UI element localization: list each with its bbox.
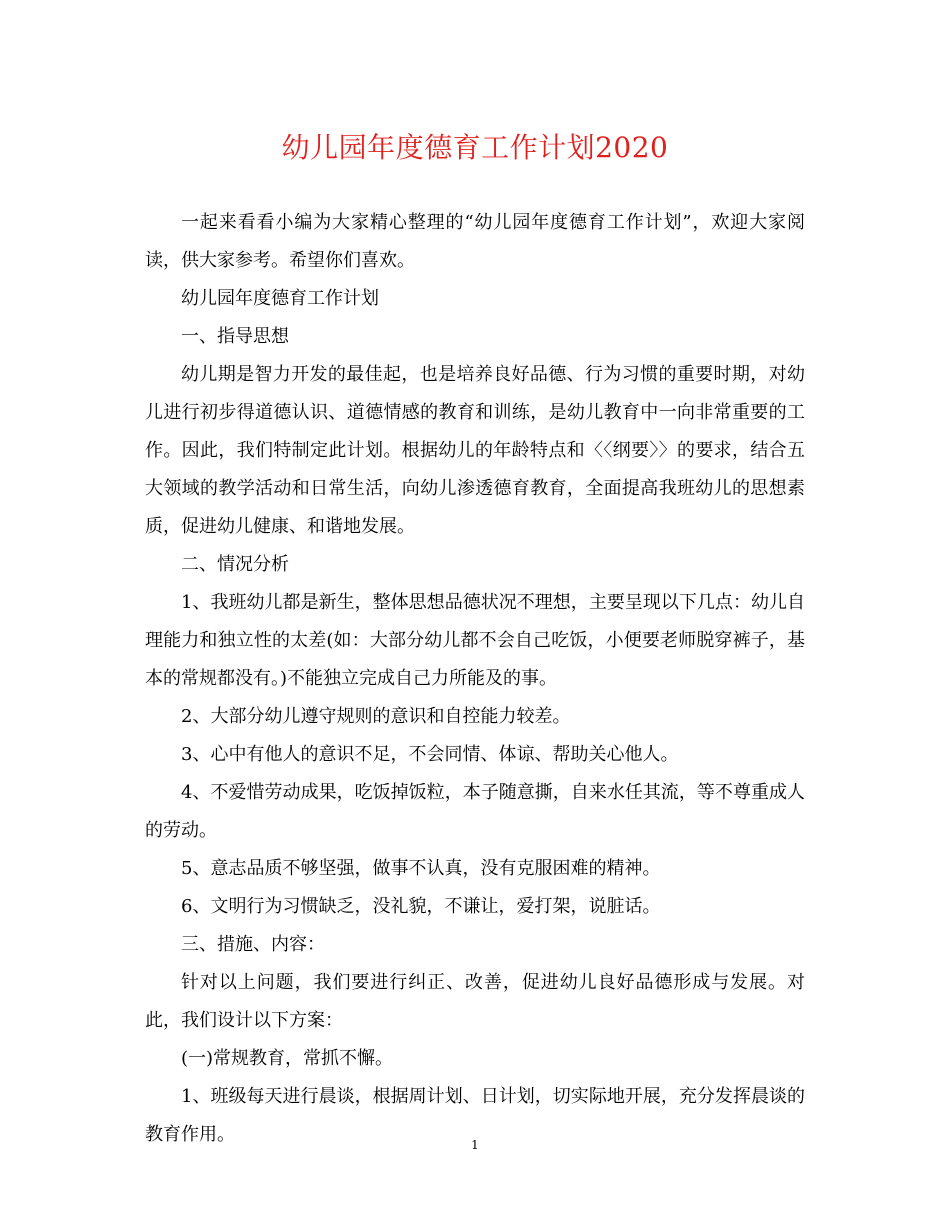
list-item-analysis-6: 6、文明行为习惯缺乏，没礼貌，不谦让，爱打架，说脏话。 [181,896,661,917]
document-title: 幼儿园年度德育工作计划2020 [281,131,669,164]
subsection-heading-routine-education: (一)常规教育，常抓不懈。 [181,1048,394,1069]
list-item-analysis-2: 2、大部分幼儿遵守规则的意识和自控能力较差。 [181,706,571,727]
section-heading-situation-analysis: 二、情况分析 [181,554,289,575]
paragraph-measures-intro: 针对以上问题，我们要进行纠正、改善，促进幼儿良好品德形成与发展。对此，我们设计以下方案： [145,972,805,1031]
section-heading-guiding-thought: 一、指导思想 [181,326,289,347]
list-item-analysis-5: 5、意志品质不够坚强，做事不认真，没有克服困难的精神。 [181,858,661,879]
section-heading-measures: 三、措施、内容： [181,934,325,955]
paragraph-guiding-thought: 幼儿期是智力开发的最佳起，也是培养良好品德、行为习惯的重要时期，对幼儿进行初步得道德认识、道德情感的教育和训练，是幼儿教育中一向非常重要的工作。因此，我们特制定此计划。根据幼儿的年龄特点和〈〈纲要〉〉的要求，结合五大领域的教学活动和日常生活，向幼儿渗透德育教育，全面提高我班幼儿的思想素质，促进幼儿健康、和谐地发展。 [145,364,805,537]
page-number: 1 [471,1138,479,1152]
list-item-analysis-3: 3、心中有他人的意识不足，不会同情、体谅、帮助关心他人。 [181,744,679,765]
list-item-analysis-1: 1、我班幼儿都是新生，整体思想品德状况不理想，主要呈现以下几点：幼儿自理能力和独立性的太差(如：大部分幼儿都不会自己吃饭，小便要老师脱穿裤子，基本的常规都没有。)不能独立完成自己力所能及的事。 [145,592,805,689]
list-item-analysis-4: 4、不爱惜劳动成果，吃饭掉饭粒，本子随意撕，自来水任其流，等不尊重成人的劳动。 [145,782,805,841]
paragraph-subtitle: 幼儿园年度德育工作计划 [181,288,379,309]
list-item-measure-1: 1、班级每天进行晨谈，根据周计划、日计划，切实际地开展，充分发挥晨谈的教育作用。 [145,1086,805,1145]
document-body [145,204,805,1154]
paragraph-intro: 一起来看看小编为大家精心整理的“幼儿园年度德育工作计划”，欢迎大家阅读，供大家参考。希望你们喜欢。 [145,212,805,271]
